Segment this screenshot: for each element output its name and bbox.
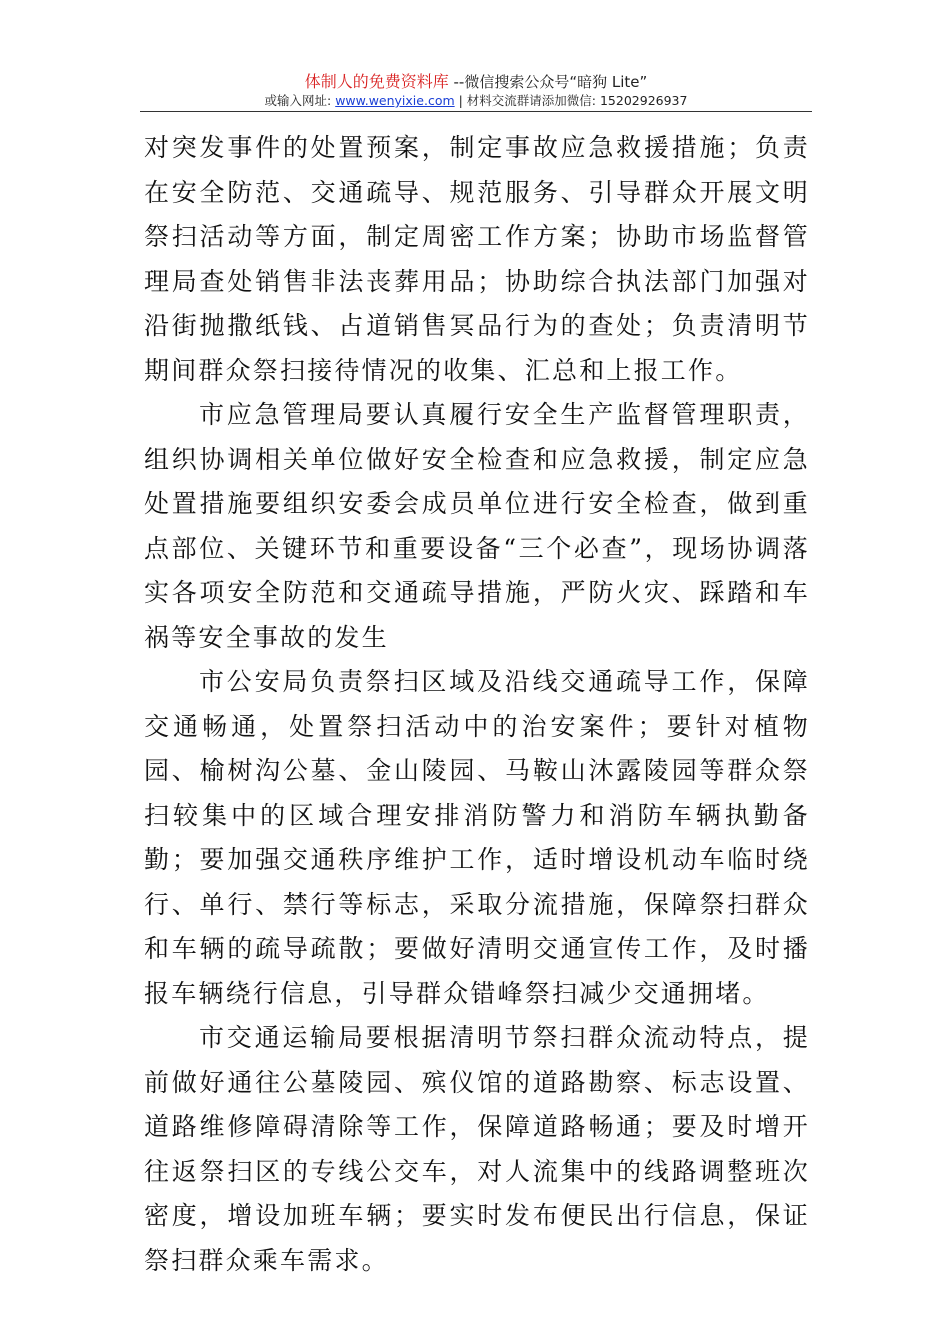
website-link[interactable]: www.wenyixie.com <box>335 93 455 108</box>
header-divider <box>140 111 812 112</box>
paragraph-4: 市交通运输局要根据清明节祭扫群众流动特点，提前做好通往公墓陵园、殡仪馆的道路勘察、标志设置、道路维修障碍清除等工作，保障道路畅通；要及时增开往返祭扫区的专线公交车，对人流集中的线路调整班次密度，增设加班车辆；要实时发布便民出行信息，保证祭扫群众乘车需求。 <box>144 1023 810 1275</box>
contact-info: | 材料交流群请添加微信: 15202926937 <box>454 93 688 108</box>
page-header <box>140 72 812 110</box>
header-contact-line <box>140 92 812 110</box>
brand-title: 体制人的免费资料库 <box>304 72 449 91</box>
header-title-line <box>140 72 812 92</box>
paragraph-2: 市应急管理局要认真履行安全生产监督管理职责，组织协调相关单位做好安全检查和应急救援，制定应急处置措施要组织安委会成员单位进行安全检查，做到重点部位、关键环节和重要设备“三个必查”，现场协调落实各项安全防范和交通疏导措施，严防火灾、踩踏和车祸等安全事故的发生 <box>144 400 810 652</box>
paragraph-3: 市公安局负责祭扫区域及沿线交通疏导工作，保障交通畅通，处置祭扫活动中的治安案件；要针对植物园、榆树沟公墓、金山陵园、马鞍山沐露陵园等群众祭扫较集中的区域合理安排消防警力和消防车辆执勤备勤；要加强交通秩序维护工作，适时增设机动车临时绕行、单行、禁行等标志，采取分流措施，保障祭扫群众和车辆的疏导疏散；要做好清明交通宣传工作，及时播报车辆绕行信息，引导群众错峰祭扫减少交通拥堵。 <box>144 667 810 1008</box>
url-prefix: 或输入网址: <box>264 93 336 108</box>
document-body <box>144 126 810 1283</box>
paragraph-1: 对突发事件的处置预案，制定事故应急救援措施；负责在安全防范、交通疏导、规范服务、引导群众开展文明祭扫活动等方面，制定周密工作方案；协助市场监督管理局查处销售非法丧葬用品；协助综合执法部门加强对沿街抛撒纸钱、占道销售冥品行为的查处；负责清明节期间群众祭扫接待情况的收集、汇总和上报工作。 <box>144 133 810 385</box>
header-tagline: --微信搜索公众号“暗狗 Lite” <box>448 73 648 91</box>
